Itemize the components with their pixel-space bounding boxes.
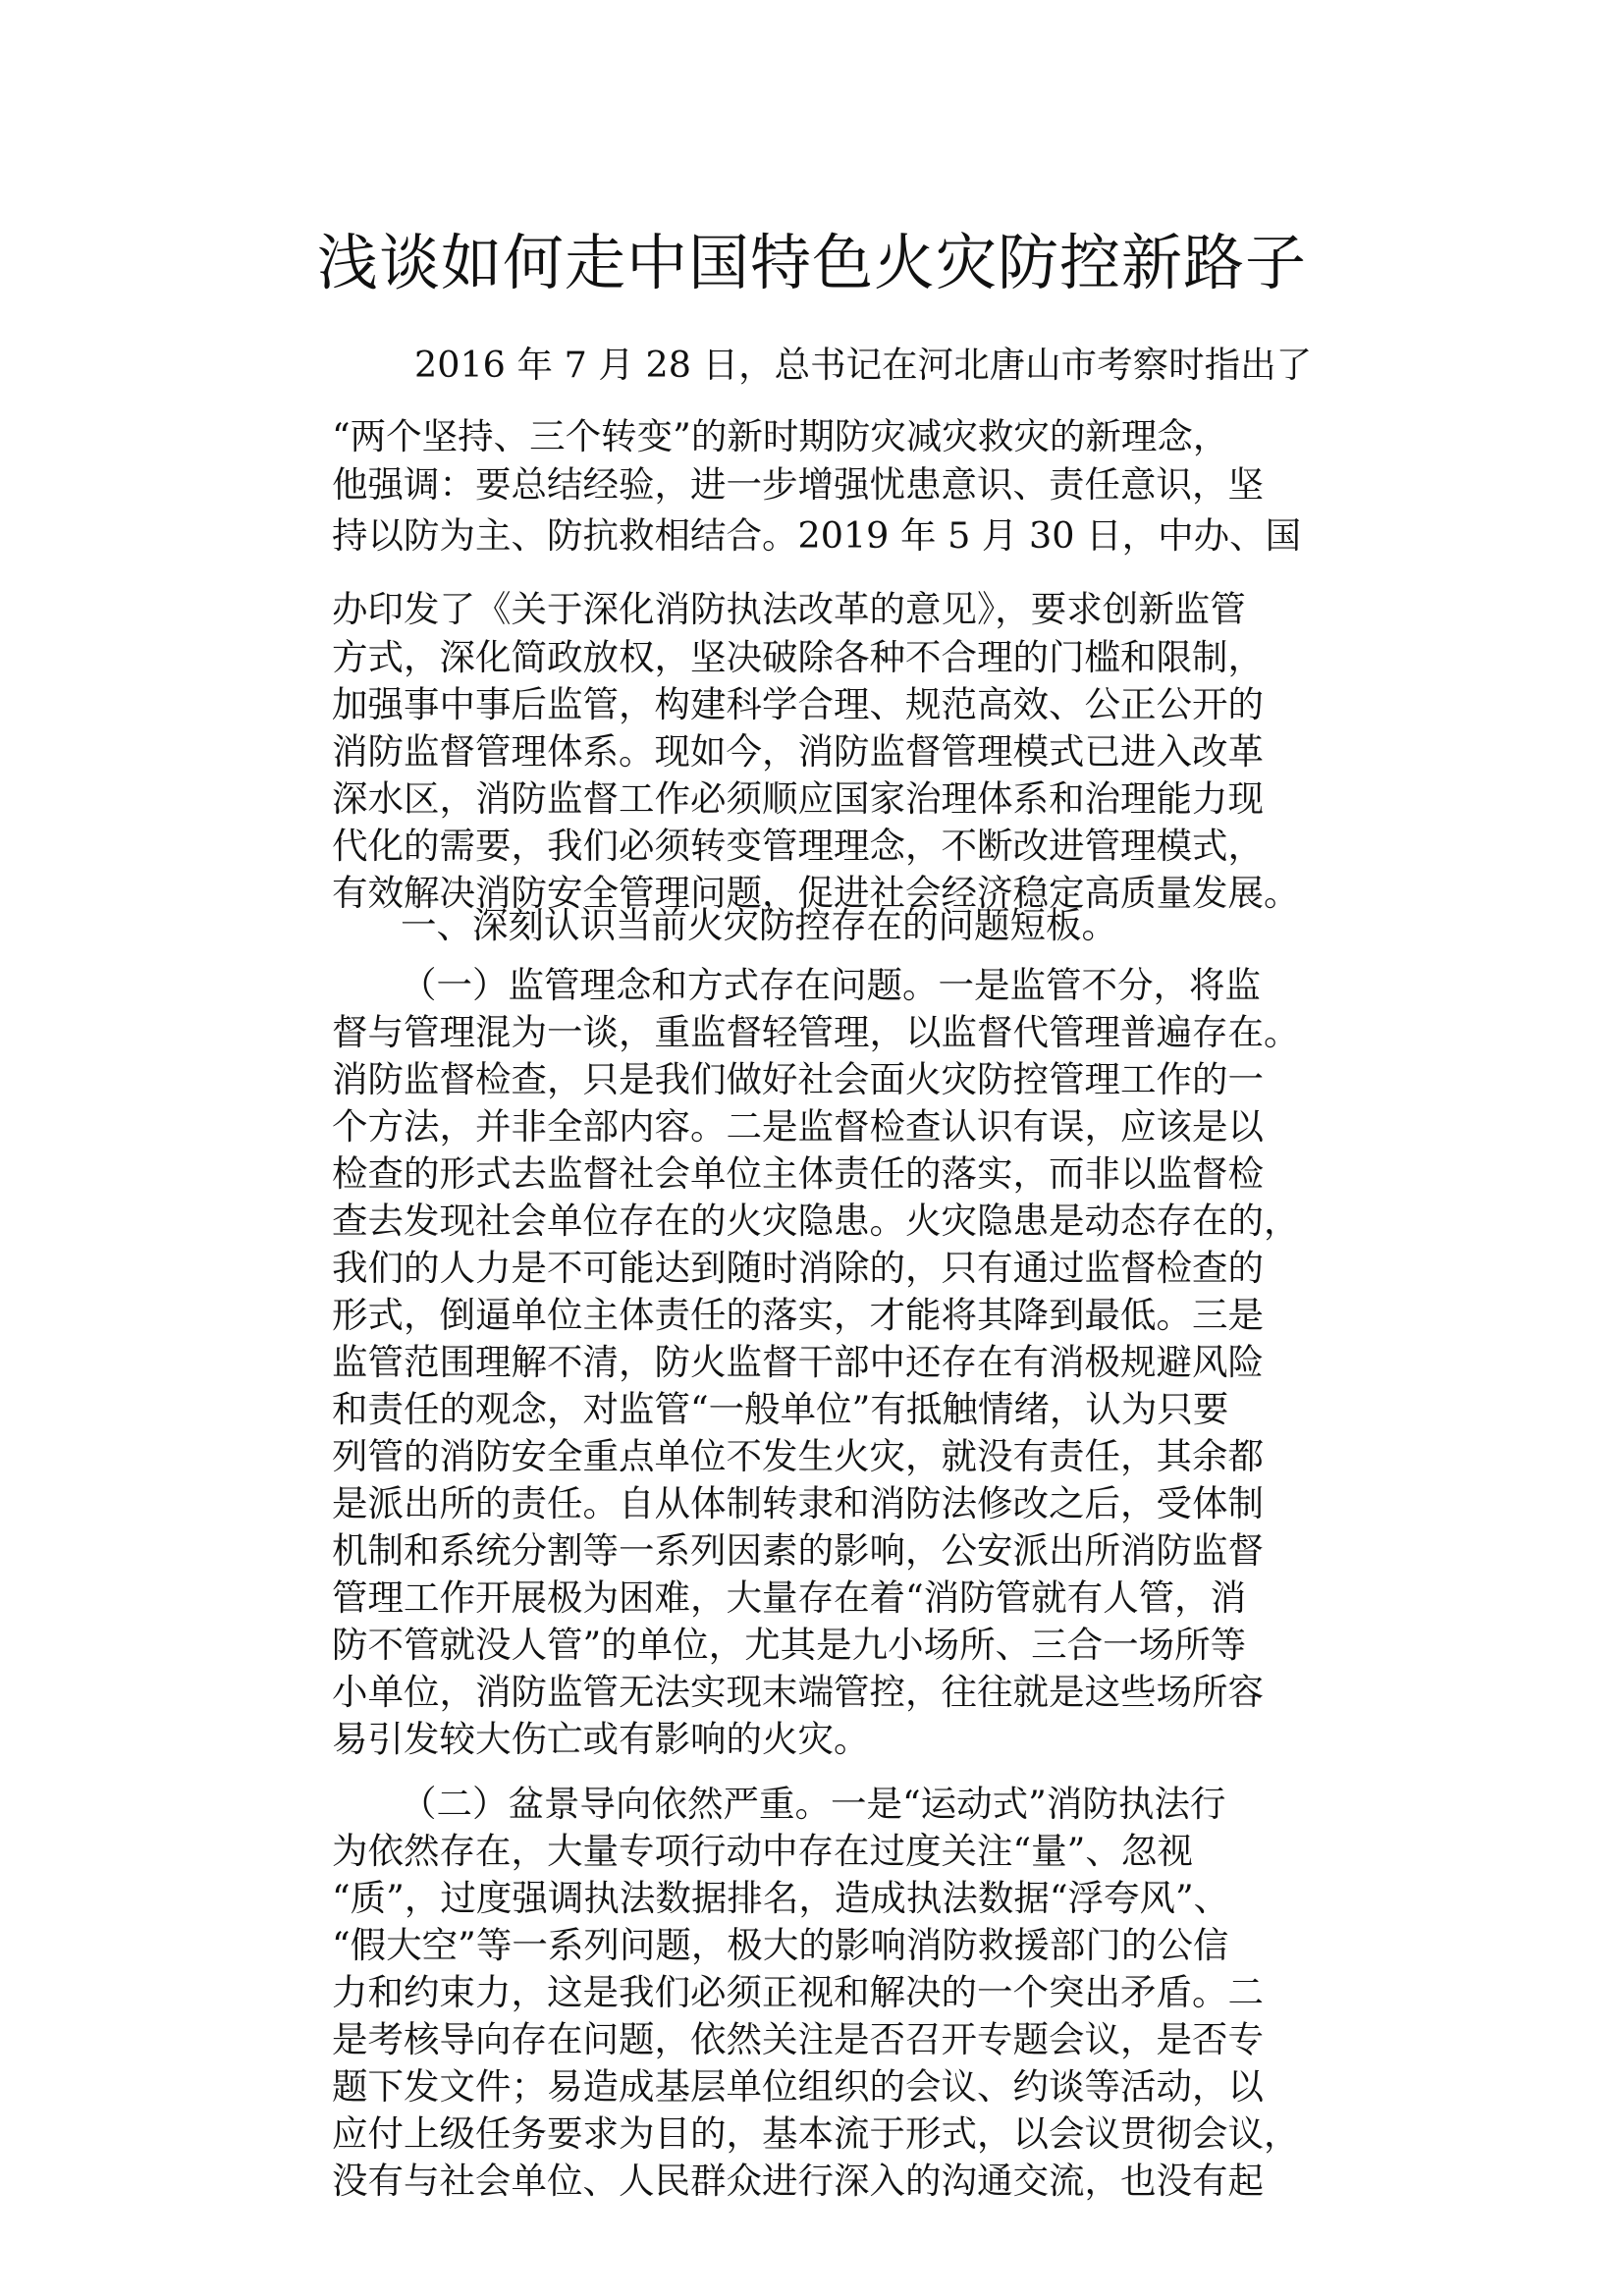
body-line: 他强调：要总结经验，进一步增强忧患意识、责任意识，坚 [332, 463, 1264, 506]
body-line: 是考核导向存在问题，依然关注是否召开专题会议，是否专 [332, 2018, 1264, 2060]
document-title: 浅谈如何走中国特色火灾防控新路子 [316, 227, 1307, 298]
body-line: 防不管就没人管”的单位，尤其是九小场所、三合一场所等 [332, 1624, 1247, 1666]
body-line: 管理工作开展极为困难，大量存在着“消防管就有人管，消 [332, 1576, 1247, 1619]
body-line: 形式，倒逼单位主体责任的落实，才能将其降到最低。三是 [332, 1294, 1264, 1336]
body-line: 办印发了《关于深化消防执法改革的意见》，要求创新监管 [332, 588, 1246, 630]
body-line: 是派出所的责任。自从体制转隶和消防法修改之后，受体制 [332, 1482, 1264, 1524]
body-line: 易引发较大伤亡或有影响的火灾。 [332, 1718, 870, 1760]
section-heading: 一、深刻认识当前火灾防控存在的问题短板。 [401, 904, 1117, 946]
body-line: 列管的消防安全重点单位不发生火灾，就没有责任，其余都 [332, 1435, 1264, 1477]
body-line: 持以防为主、防抗救相结合。2019 年 5 月 30 日，中办、国 [332, 514, 1302, 557]
body-line: 检查的形式去监督社会单位主体责任的落实，而非以监督检 [332, 1152, 1264, 1195]
body-line: 题下发文件；易造成基层单位组织的会议、约谈等活动，以 [332, 2065, 1264, 2108]
body-line: 查去发现社会单位存在的火灾隐患。火灾隐患是动态存在的， [332, 1200, 1300, 1242]
body-line: 2016 年 7 月 28 日，总书记在河北唐山市考察时指出了 [414, 344, 1313, 386]
body-line: 为依然存在，大量专项行动中存在过度关注“量”、忽视 [332, 1830, 1193, 1872]
body-line: 消防监督检查，只是我们做好社会面火灾防控管理工作的一 [332, 1058, 1264, 1100]
body-line: 督与管理混为一谈，重监督轻管理，以监督代管理普遍存在。 [332, 1011, 1300, 1053]
body-line: 个方法，并非全部内容。二是监督检查认识有误，应该是以 [332, 1105, 1264, 1148]
body-line: 应付上级任务要求为目的，基本流于形式，以会议贯彻会议， [332, 2112, 1300, 2155]
body-line: 方式，深化简政放权，坚决破除各种不合理的门槛和限制， [332, 636, 1264, 678]
body-line: （一）监管理念和方式存在问题。一是监管不分，将监 [401, 964, 1261, 1006]
body-line: 加强事中事后监管，构建科学合理、规范高效、公正公开的 [332, 683, 1264, 725]
body-line: 监管范围理解不清，防火监督干部中还存在有消极规避风险 [332, 1341, 1264, 1383]
body-line: “假大空”等一系列问题，极大的影响消防救援部门的公信 [332, 1924, 1229, 1966]
body-line: 力和约束力，这是我们必须正视和解决的一个突出矛盾。二 [332, 1971, 1264, 2013]
body-line: （二）盆景导向依然严重。一是“运动式”消防执法行 [401, 1783, 1226, 1825]
body-line: 我们的人力是不可能达到随时消除的，只有通过监督检查的 [332, 1247, 1264, 1289]
body-line: 机制和系统分割等一系列因素的影响，公安派出所消防监督 [332, 1529, 1264, 1572]
body-line: 小单位，消防监管无法实现末端管控，往往就是这些场所容 [332, 1671, 1264, 1713]
body-line: 和责任的观念，对监管“一般单位”有抵触情绪，认为只要 [332, 1388, 1229, 1430]
body-line: 深水区，消防监督工作必须顺应国家治理体系和治理能力现 [332, 777, 1264, 820]
body-line: 没有与社会单位、人民群众进行深入的沟通交流，也没有起 [332, 2160, 1264, 2202]
body-line: 代化的需要，我们必须转变管理理念，不断改进管理模式， [332, 825, 1264, 867]
body-line: “质”，过度强调执法数据排名，造成执法数据“浮夸风”、 [332, 1877, 1230, 1919]
body-line: 消防监督管理体系。现如今，消防监督管理模式已进入改革 [332, 730, 1264, 773]
body-line: “两个坚持、三个转变”的新时期防灾减灾救灾的新理念， [332, 415, 1229, 457]
body-line: 有效解决消防安全管理问题，促进社会经济稳定高质量发展。 [332, 872, 1300, 914]
